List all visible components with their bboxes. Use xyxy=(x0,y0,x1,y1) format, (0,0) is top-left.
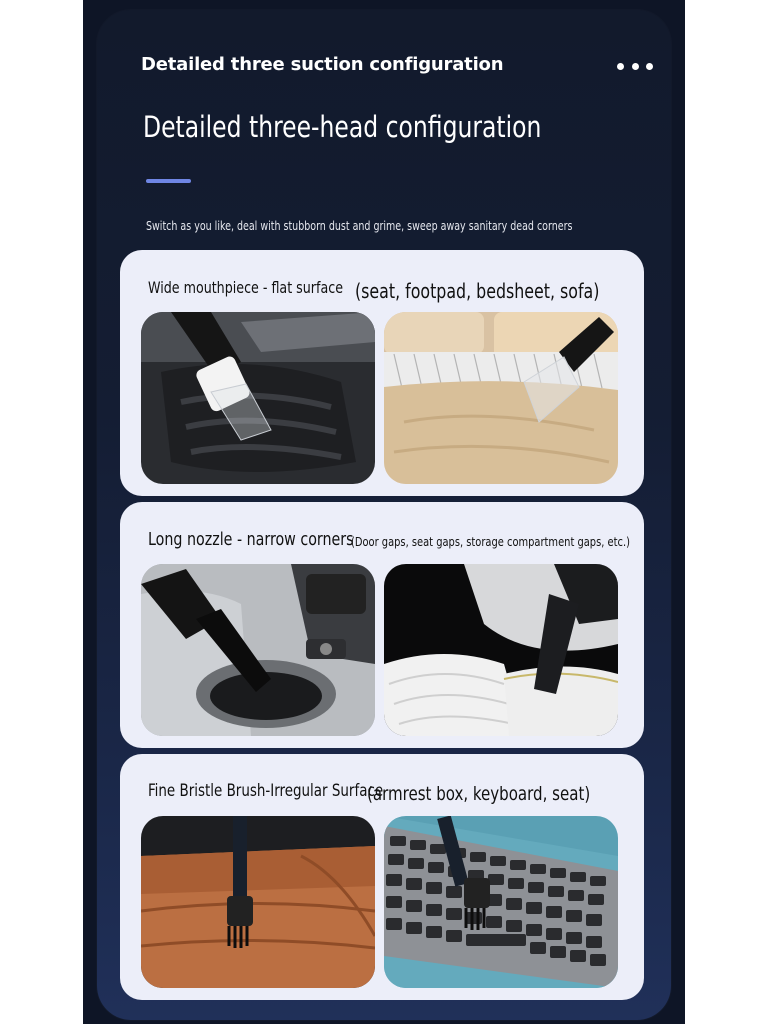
section-heading: Detailed three-head configuration xyxy=(143,110,542,144)
accent-divider xyxy=(146,179,191,183)
card-title: Long nozzle - narrow corners xyxy=(148,529,354,550)
dot xyxy=(632,63,639,70)
config-card-wide-mouthpiece xyxy=(120,250,644,496)
card-title: Wide mouthpiece - flat surface xyxy=(148,278,343,297)
section-subtitle: Switch as you like, deal with stubborn dust and grime, sweep away sanitary dead corners xyxy=(146,219,573,233)
dot xyxy=(617,63,624,70)
photo-leather-seat xyxy=(141,816,375,988)
photo-keyboard xyxy=(384,816,618,988)
photo-seat-gap xyxy=(384,564,618,736)
more-dots-icon[interactable] xyxy=(617,56,653,76)
card-title: Fine Bristle Brush-Irregular Surface xyxy=(148,781,384,801)
photo-car-console xyxy=(141,564,375,736)
photo-bedsheet xyxy=(384,312,618,484)
config-card-long-nozzle xyxy=(120,502,644,748)
config-card-bristle-brush xyxy=(120,754,644,1000)
photo-car-seat xyxy=(141,312,375,484)
dot xyxy=(646,63,653,70)
card-note: (armrest box, keyboard, seat) xyxy=(367,783,591,805)
card-note: (seat, footpad, bedsheet, sofa) xyxy=(355,279,600,303)
card-note: (Door gaps, seat gaps, storage compartment gaps, etc.) xyxy=(351,534,630,549)
page-title: Detailed three suction configuration xyxy=(141,54,504,75)
